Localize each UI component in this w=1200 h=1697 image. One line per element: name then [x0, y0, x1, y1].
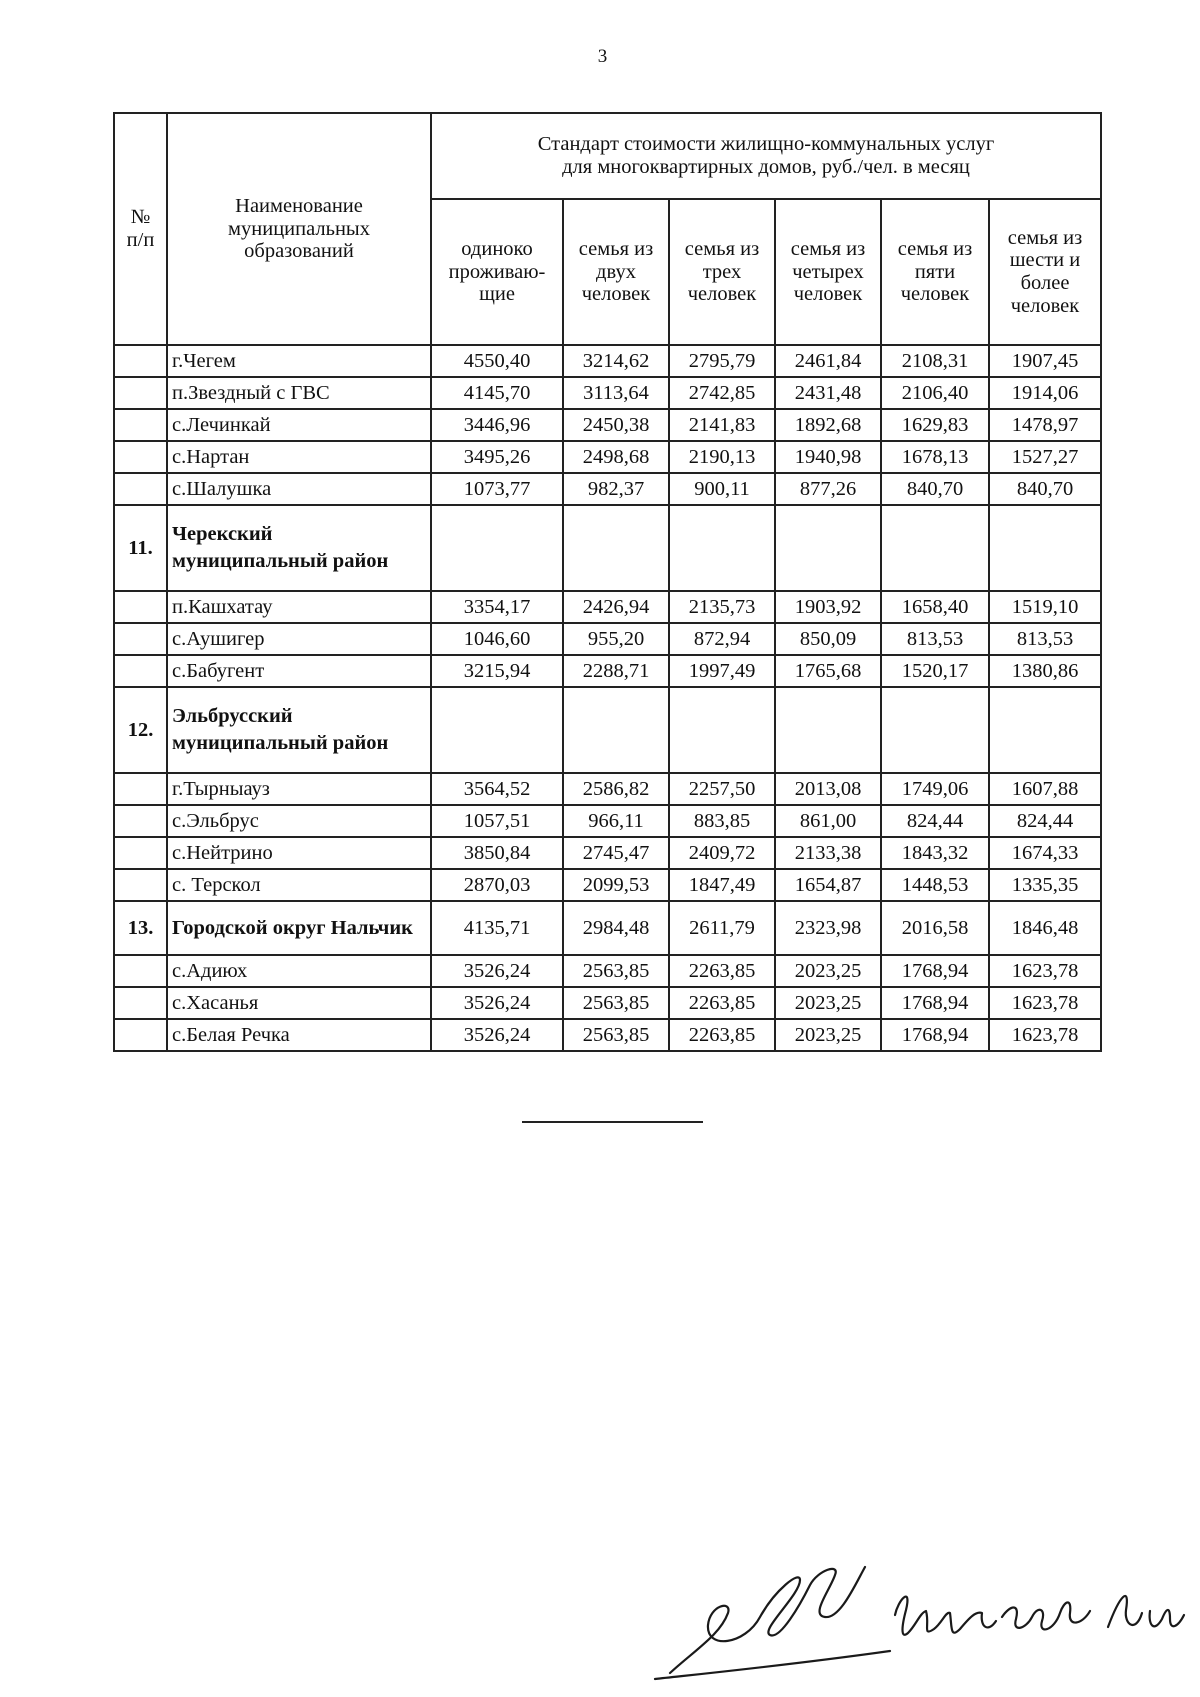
cost-value-col-5: 1843,32 — [881, 837, 989, 869]
cost-value-col-5: 1768,94 — [881, 1019, 989, 1051]
municipality-name: с.Лечинкай — [167, 409, 431, 441]
row-number — [114, 591, 167, 623]
municipality-name: п.Звездный с ГВС — [167, 377, 431, 409]
cost-value-col-3: 2742,85 — [669, 377, 775, 409]
cost-value-col-1 — [431, 505, 563, 591]
cost-value-col-3: 2257,50 — [669, 773, 775, 805]
handwritten-signature — [650, 1555, 1190, 1685]
cost-value-col-5: 2108,31 — [881, 345, 989, 377]
table-row — [114, 655, 1101, 687]
cost-value-col-5: 840,70 — [881, 473, 989, 505]
cost-value-col-4: 1892,68 — [775, 409, 881, 441]
cost-value-col-2: 2450,38 — [563, 409, 669, 441]
cost-value-col-4: 2013,08 — [775, 773, 881, 805]
cost-value-col-3: 2263,85 — [669, 987, 775, 1019]
cost-value-col-2: 955,20 — [563, 623, 669, 655]
cost-value-col-3: 900,11 — [669, 473, 775, 505]
cost-value-col-3 — [669, 687, 775, 773]
cost-value-col-6: 1914,06 — [989, 377, 1101, 409]
municipality-name: с.Белая Речка — [167, 1019, 431, 1051]
cost-value-col-2: 2498,68 — [563, 441, 669, 473]
row-number — [114, 805, 167, 837]
table-row — [114, 441, 1101, 473]
municipality-name: с.Эльбрус — [167, 805, 431, 837]
cost-value-col-5: 2106,40 — [881, 377, 989, 409]
row-number — [114, 655, 167, 687]
closing-rule — [522, 1121, 703, 1123]
cost-value-col-5 — [881, 505, 989, 591]
table-row — [114, 409, 1101, 441]
cost-value-col-2: 2563,85 — [563, 987, 669, 1019]
cost-value-col-1: 3354,17 — [431, 591, 563, 623]
cost-value-col-3: 2135,73 — [669, 591, 775, 623]
municipality-name: с.Хасанья — [167, 987, 431, 1019]
row-number — [114, 623, 167, 655]
cost-value-col-1: 3495,26 — [431, 441, 563, 473]
header-name-line-1: Наименование — [235, 195, 363, 218]
cost-value-col-2: 966,11 — [563, 805, 669, 837]
cost-value-col-5: 2016,58 — [881, 901, 989, 955]
row-number — [114, 955, 167, 987]
municipality-name: с.Аушигер — [167, 623, 431, 655]
table-row — [114, 869, 1101, 901]
cost-value-col-6: 1674,33 — [989, 837, 1101, 869]
cost-value-col-6: 1519,10 — [989, 591, 1101, 623]
cost-value-col-1: 3850,84 — [431, 837, 563, 869]
cost-value-col-2: 3113,64 — [563, 377, 669, 409]
cost-value-col-5: 1629,83 — [881, 409, 989, 441]
cost-value-col-2: 2563,85 — [563, 955, 669, 987]
cost-value-col-6: 1527,27 — [989, 441, 1101, 473]
cost-value-col-4: 1765,68 — [775, 655, 881, 687]
cost-value-col-1: 4135,71 — [431, 901, 563, 955]
cost-value-col-1: 3526,24 — [431, 987, 563, 1019]
cost-value-col-4: 1654,87 — [775, 869, 881, 901]
header-group-line-2: для многоквартирных домов, руб./чел. в месяц — [562, 156, 970, 178]
header-number — [114, 113, 167, 345]
municipality-name: с.Нейтрино — [167, 837, 431, 869]
table-row — [114, 623, 1101, 655]
cost-value-col-4: 877,26 — [775, 473, 881, 505]
table-row — [114, 377, 1101, 409]
table-row — [114, 955, 1101, 987]
cost-value-col-6: 1607,88 — [989, 773, 1101, 805]
header-column-5: семья из пяти человек — [881, 199, 989, 345]
cost-value-col-3: 2409,72 — [669, 837, 775, 869]
cost-value-col-4: 1903,92 — [775, 591, 881, 623]
section-row — [114, 687, 1101, 773]
row-number — [114, 837, 167, 869]
cost-value-col-4: 2431,48 — [775, 377, 881, 409]
row-number — [114, 869, 167, 901]
cost-value-col-6: 1380,86 — [989, 655, 1101, 687]
cost-value-col-1: 1046,60 — [431, 623, 563, 655]
header-column-1: одиноко проживаю-щие — [431, 199, 563, 345]
cost-value-col-5: 1768,94 — [881, 987, 989, 1019]
cost-value-col-4: 2023,25 — [775, 987, 881, 1019]
cost-value-col-1: 3215,94 — [431, 655, 563, 687]
cost-value-col-5: 824,44 — [881, 805, 989, 837]
cost-value-col-2: 2745,47 — [563, 837, 669, 869]
cost-value-col-4: 1940,98 — [775, 441, 881, 473]
header-column-3: семья из трех человек — [669, 199, 775, 345]
municipality-name: с.Адиюх — [167, 955, 431, 987]
cost-value-col-6 — [989, 505, 1101, 591]
header-name-line-3: образований — [244, 240, 354, 263]
cost-value-col-3: 2263,85 — [669, 955, 775, 987]
table-row — [114, 345, 1101, 377]
cost-value-col-4: 2461,84 — [775, 345, 881, 377]
cost-value-col-2: 2984,48 — [563, 901, 669, 955]
header-group-line-1: Стандарт стоимости жилищно-коммунальных услуг — [537, 133, 995, 156]
cost-value-col-5: 1749,06 — [881, 773, 989, 805]
table-row — [114, 837, 1101, 869]
row-number — [114, 441, 167, 473]
cost-value-col-3: 883,85 — [669, 805, 775, 837]
cost-value-col-1: 1073,77 — [431, 473, 563, 505]
cost-value-col-2: 2288,71 — [563, 655, 669, 687]
cost-value-col-3: 2263,85 — [669, 1019, 775, 1051]
cost-value-col-4 — [775, 505, 881, 591]
municipality-name: с. Терскол — [167, 869, 431, 901]
municipality-name: с.Нартан — [167, 441, 431, 473]
header-number-abbr: п/п — [126, 229, 155, 251]
cost-value-col-1: 4550,40 — [431, 345, 563, 377]
cost-value-col-5: 1678,13 — [881, 441, 989, 473]
page-number: 3 — [597, 46, 608, 67]
municipality-name: с.Бабугент — [167, 655, 431, 687]
cost-value-col-3: 2611,79 — [669, 901, 775, 955]
cost-value-col-2 — [563, 687, 669, 773]
cost-value-col-2: 982,37 — [563, 473, 669, 505]
header-cost-standard-group — [431, 113, 1101, 199]
cost-value-col-5: 1448,53 — [881, 869, 989, 901]
cost-value-col-2: 2099,53 — [563, 869, 669, 901]
district-name: Эльбрусский муниципальный район — [167, 687, 431, 773]
cost-value-col-6: 1478,97 — [989, 409, 1101, 441]
table-row — [114, 473, 1101, 505]
cost-value-col-2: 2563,85 — [563, 1019, 669, 1051]
header-column-2: семья из двух человек — [563, 199, 669, 345]
cost-value-col-3: 1847,49 — [669, 869, 775, 901]
cost-value-col-1: 3446,96 — [431, 409, 563, 441]
table-row — [114, 987, 1101, 1019]
cost-value-col-5 — [881, 687, 989, 773]
cost-value-col-2: 2426,94 — [563, 591, 669, 623]
row-number — [114, 345, 167, 377]
row-number — [114, 773, 167, 805]
cost-value-col-6: 1623,78 — [989, 955, 1101, 987]
cost-value-col-4: 2133,38 — [775, 837, 881, 869]
cost-value-col-4: 2323,98 — [775, 901, 881, 955]
header-column-6: семья из шести и более человек — [989, 199, 1101, 345]
row-number: 13. — [114, 901, 167, 955]
section-row — [114, 505, 1101, 591]
cost-value-col-1: 3564,52 — [431, 773, 563, 805]
cost-value-col-3: 2190,13 — [669, 441, 775, 473]
cost-value-col-5: 1520,17 — [881, 655, 989, 687]
cost-value-col-6: 824,44 — [989, 805, 1101, 837]
table-row — [114, 773, 1101, 805]
header-name-line-2: муниципальных — [228, 217, 370, 240]
cost-value-col-6: 1623,78 — [989, 987, 1101, 1019]
cost-value-col-2: 3214,62 — [563, 345, 669, 377]
row-number: 11. — [114, 505, 167, 591]
cost-value-col-1: 2870,03 — [431, 869, 563, 901]
cost-value-col-1 — [431, 687, 563, 773]
cost-value-col-6 — [989, 687, 1101, 773]
section-row — [114, 901, 1101, 955]
cost-value-col-6: 840,70 — [989, 473, 1101, 505]
cost-value-col-4: 2023,25 — [775, 955, 881, 987]
cost-value-col-1: 3526,24 — [431, 1019, 563, 1051]
table-row — [114, 805, 1101, 837]
header-municipality-name — [167, 113, 431, 345]
cost-value-col-3 — [669, 505, 775, 591]
cost-value-col-5: 1768,94 — [881, 955, 989, 987]
district-name: Городской округ Нальчик — [167, 901, 431, 955]
row-number — [114, 1019, 167, 1051]
table-row — [114, 1019, 1101, 1051]
cost-value-col-2 — [563, 505, 669, 591]
cost-value-col-3: 2795,79 — [669, 345, 775, 377]
row-number — [114, 409, 167, 441]
cost-value-col-1: 3526,24 — [431, 955, 563, 987]
cost-value-col-4: 861,00 — [775, 805, 881, 837]
municipality-name: с.Шалушка — [167, 473, 431, 505]
cost-value-col-1: 1057,51 — [431, 805, 563, 837]
cost-value-col-4: 2023,25 — [775, 1019, 881, 1051]
district-name: Черекский муниципальный район — [167, 505, 431, 591]
cost-value-col-4: 850,09 — [775, 623, 881, 655]
housing-cost-standards-table — [113, 112, 1102, 1052]
cost-value-col-3: 872,94 — [669, 623, 775, 655]
row-number — [114, 987, 167, 1019]
cost-value-col-3: 2141,83 — [669, 409, 775, 441]
municipality-name: п.Кашхатау — [167, 591, 431, 623]
cost-value-col-6: 813,53 — [989, 623, 1101, 655]
cost-value-col-1: 4145,70 — [431, 377, 563, 409]
cost-value-col-2: 2586,82 — [563, 773, 669, 805]
municipality-name: г.Чегем — [167, 345, 431, 377]
cost-value-col-3: 1997,49 — [669, 655, 775, 687]
table-row — [114, 591, 1101, 623]
header-column-4: семья из четырех человек — [775, 199, 881, 345]
cost-value-col-6: 1846,48 — [989, 901, 1101, 955]
header-number-symbol: № — [130, 206, 151, 229]
cost-value-col-6: 1335,35 — [989, 869, 1101, 901]
row-number — [114, 377, 167, 409]
row-number — [114, 473, 167, 505]
cost-value-col-6: 1907,45 — [989, 345, 1101, 377]
cost-value-col-5: 813,53 — [881, 623, 989, 655]
cost-value-col-4 — [775, 687, 881, 773]
cost-value-col-6: 1623,78 — [989, 1019, 1101, 1051]
cost-value-col-5: 1658,40 — [881, 591, 989, 623]
municipality-name: г.Тырныауз — [167, 773, 431, 805]
row-number: 12. — [114, 687, 167, 773]
